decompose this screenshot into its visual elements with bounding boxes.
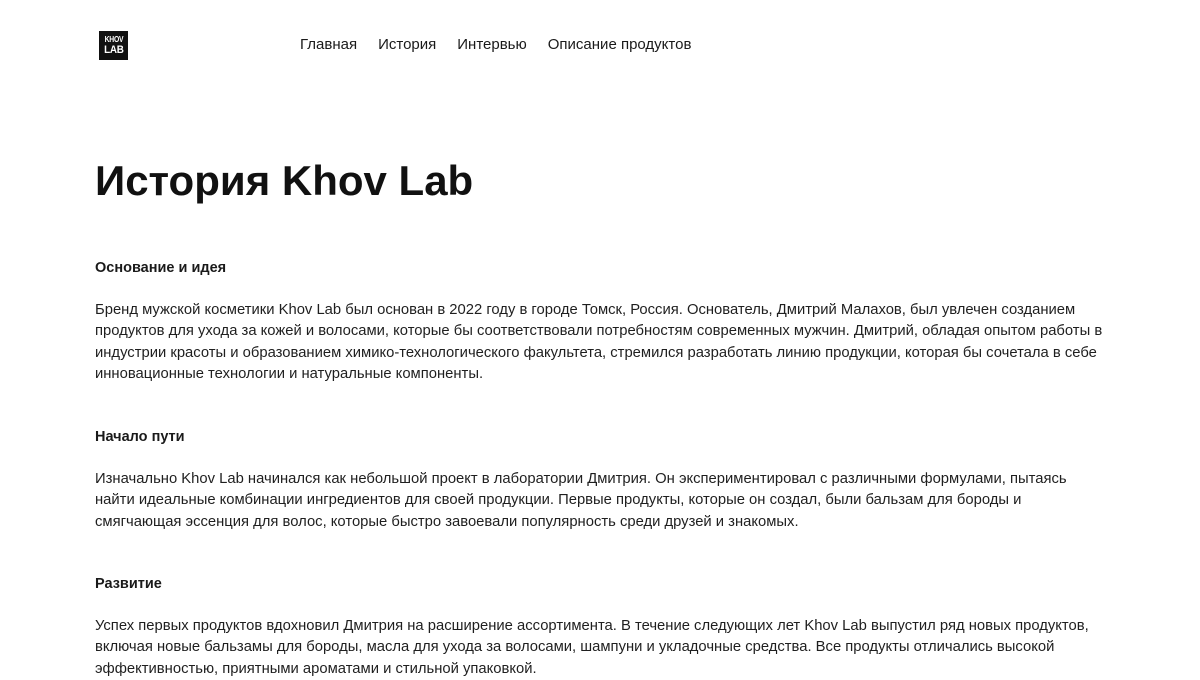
brand-logo-icon[interactable]: [99, 31, 128, 60]
page-title: История Khov Lab: [95, 157, 474, 204]
section-heading-development: Развитие: [95, 576, 162, 592]
main-nav: [300, 36, 712, 54]
logo-text-line1: KHOV: [104, 34, 123, 44]
logo-text-line2: LAB: [103, 43, 124, 56]
nav-link-history[interactable]: История: [378, 36, 437, 53]
section-text-development: Успех первых продуктов вдохновил Дмитрия на расширение ассортимента. В течение следующих лет Khov Lab выпустил ряд новых продуктов, включая новые бальзамы для бороды, масла для ухода за волосами, шампуни и укладочные средства. Все продукты отличались высокой эффективностью, приятными ароматами и стильной упаковкой.: [95, 618, 1089, 677]
section-text-founding: Бренд мужской косметики Khov Lab был основан в 2022 году в городе Томск, Россия. Основатель, Дмитрий Малахов, был увлечен созданием продуктов для ухода за кожей и волосами, которые бы соответствовали потребностям современных мужчин. Дмитрий, обладая опытом работы в индустрии красоты и образованием химико-технологического факультета, стремился разработать линию продукции, которая бы сочетала в себе инновационные технологии и натуральные компоненты.: [95, 302, 1103, 382]
section-heading-founding: Основание и идея: [95, 260, 227, 276]
nav-link-interview[interactable]: Интервью: [457, 36, 527, 53]
site-header: [0, 0, 1200, 90]
section-text-beginning: Изначально Khov Lab начинался как небольшой проект в лаборатории Дмитрия. Он экспериментировал с различными формулами, пытаясь найти идеальные комбинации ингредиентов для своей продукции. Первые продукты, которые он создал, были бальзам для бороды и смягчающая эссенция для волос, которые быстро завоевали популярность среди друзей и знакомых.: [95, 471, 1067, 530]
nav-link-products[interactable]: Описание продуктов: [547, 36, 692, 53]
nav-link-home[interactable]: Главная: [300, 36, 358, 53]
section-heading-beginning: Начало пути: [95, 429, 185, 445]
